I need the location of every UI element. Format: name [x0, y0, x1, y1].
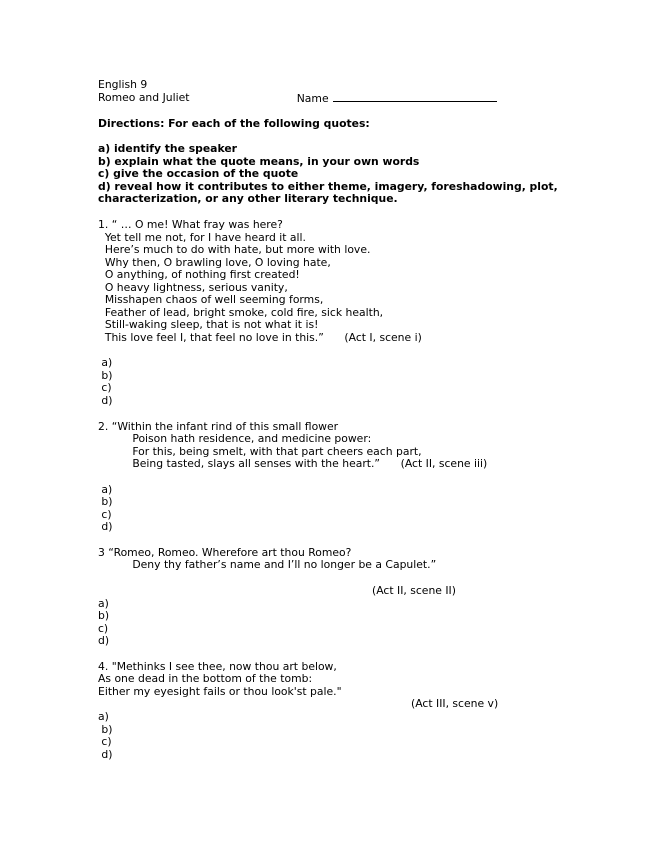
answer-label-c: c) — [98, 508, 112, 521]
answer-label-d: d) — [98, 394, 113, 407]
direction-item: d) reveal how it contributes to either theme, imagery, foreshadowing, plot, — [98, 180, 558, 193]
name-label: Name — [296, 92, 329, 105]
answer-label-c: c) — [98, 622, 109, 635]
quote-line: Misshapen chaos of well seeming forms, — [98, 293, 324, 306]
worksheet-title: Romeo and Juliet — [98, 91, 190, 104]
act-scene-citation: (Act II, scene II) — [372, 584, 456, 597]
quote-line: Being tasted, slays all senses with the heart.” (Act II, scene iii) — [98, 457, 488, 470]
answer-label-a: a) — [98, 710, 109, 723]
quote-line: Poison hath residence, and medicine power: — [98, 432, 372, 445]
quote-line: Deny thy father’s name and I’ll no longer be a Capulet.” — [98, 558, 437, 571]
direction-item: b) explain what the quote means, in your own words — [98, 155, 420, 168]
quote-line: Feather of lead, bright smoke, cold fire, sick health, — [98, 306, 384, 319]
quote-line: Either my eyesight fails or thou look'st pale." — [98, 685, 342, 698]
act-scene-citation: (Act III, scene v) — [411, 697, 499, 710]
quote-line: 3 “Romeo, Romeo. Wherefore art thou Romeo? — [98, 546, 352, 559]
direction-item: characterization, or any other literary technique. — [98, 192, 398, 205]
quote-line: Why then, O brawling love, O loving hate, — [98, 256, 331, 269]
quote-line: O anything, of nothing first created! — [98, 268, 300, 281]
quote-line: This love feel I, that feel no love in this.” (Act I, scene i) — [98, 331, 422, 344]
answer-label-b: b) — [98, 369, 113, 382]
quote-line: 4. "Methinks I see thee, now thou art below, — [98, 660, 337, 673]
answer-label-c: c) — [98, 735, 112, 748]
directions-intro: Directions: For each of the following quotes: — [98, 117, 370, 130]
quote-line: 1. “ … O me! What fray was here? — [98, 218, 283, 231]
direction-item: a) identify the speaker — [98, 142, 238, 155]
quote-line: Yet tell me not, for I have heard it all. — [98, 231, 306, 244]
answer-label-b: b) — [98, 609, 110, 622]
name-blank-line — [333, 91, 497, 102]
quote-line: Still-waking sleep, that is not what it is! — [98, 318, 319, 331]
answer-label-d: d) — [98, 634, 110, 647]
answer-label-b: b) — [98, 723, 113, 736]
quote-line: As one dead in the bottom of the tomb: — [98, 672, 313, 685]
answer-label-c: c) — [98, 381, 112, 394]
answer-label-a: a) — [98, 483, 113, 496]
quote-line: 2. “Within the infant rind of this small flower — [98, 420, 339, 433]
answer-label-d: d) — [98, 520, 113, 533]
quote-line: For this, being smelt, with that part cheers each part, — [98, 445, 422, 458]
quote-line: O heavy lightness, serious vanity, — [98, 281, 288, 294]
quote-line: Here’s much to do with hate, but more with love. — [98, 243, 371, 256]
answer-label-d: d) — [98, 748, 113, 761]
name-field — [283, 78, 497, 118]
direction-item: c) give the occasion of the quote — [98, 167, 299, 180]
answer-label-a: a) — [98, 356, 113, 369]
course-label: English 9 — [98, 78, 148, 91]
answer-label-a: a) — [98, 597, 109, 610]
answer-label-b: b) — [98, 495, 113, 508]
